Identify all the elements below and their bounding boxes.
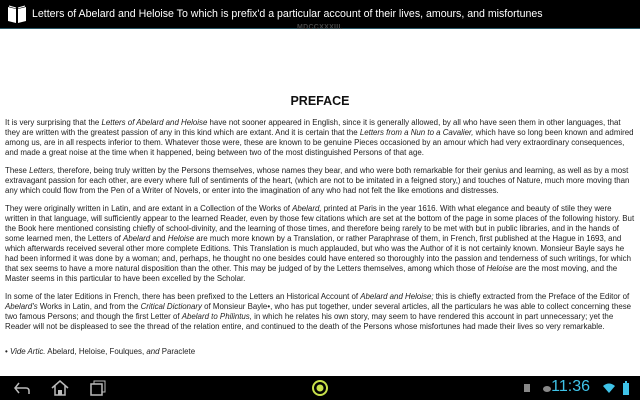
- italic-text: Abelard's: [5, 302, 38, 311]
- back-icon: [12, 380, 32, 396]
- italic-text: Abelard: [123, 234, 151, 243]
- battery-icon: [620, 378, 632, 398]
- text-segment: It is very surprising that the: [5, 118, 102, 127]
- text-segment: printed at Paris in the year 1616. With what elegance and beauty of stile they were written in that language, will sufficiently appear to the learned Reader, even by those few citations which are set at the bottom of the page in some places of the following history. But the Book here mentioned consisting chiefly of school-divinity, and the learning of those times, and therefore being rarely to be met with but in public libraries, and in the hands of some learned men, the Letters of: [5, 204, 635, 243]
- text-segment: and: [150, 234, 168, 243]
- recent-apps-button[interactable]: [86, 378, 110, 398]
- text-segment: are the most moving, and the Master seems in this particular to have been excelled by the Scholar.: [5, 264, 618, 283]
- italic-text: Letters,: [29, 166, 56, 175]
- paragraph: [5, 292, 635, 332]
- book-title: Letters of Abelard and Heloise To which is prefix'd a particular account of their lives, amours, and misfortunes: [32, 8, 543, 20]
- italic-text: Abelard and Heloise;: [360, 292, 434, 301]
- open-book-icon[interactable]: [6, 3, 28, 25]
- italic-text: Letters from a Nun to a Cavalier,: [359, 128, 474, 137]
- italic-text: and: [146, 347, 160, 356]
- text-segment: of Monsieur Bayle•, who has put together, under several articles, all the particulars he was able to collect concerning these two famous Persons; and though the first Letter of: [5, 302, 632, 321]
- italic-text: Heloise: [486, 264, 513, 273]
- text-segment: •: [5, 347, 10, 356]
- text-segment: Works in Latin, and from the: [37, 302, 141, 311]
- status-clock: 11:36: [551, 378, 590, 395]
- italic-text: Heloise: [167, 234, 195, 243]
- text-segment: Paraclete: [159, 347, 196, 356]
- text-segment: These: [5, 166, 30, 175]
- text-segment: which have so long been known and admired among us, are in all respects inferior to them. Whatever those were, these are known to be genuine Pieces occasioned by an amour which had very extraordinary consequences, and made a great noise at the time when it happened, being between two of the most distinguished Persons of that age.: [5, 128, 634, 157]
- text-segment: in which he relates his own story, may seem to have rendered this account in part unnecessary; yet the Reader will not be displeased to see the thread of the relation entire, and continued to the death of the Persons whose misfortunes had made their lives so very remarkable.: [5, 312, 614, 331]
- launcher-icon: [311, 379, 329, 397]
- wifi-icon: [602, 378, 616, 398]
- text-segment: They were originally written in Latin, and are extant in a Collection of the Works of: [5, 204, 293, 213]
- text-segment: are much more known by a Translation, or rather Paraphrase of them, in French, first published at the Hague in 1693, and which afterwards received several other more complete Editions. This Translation is much applauded, but who was the Author of it is not certainly known. Monsieur Bayle says he had been informed it was done by a woman; and, perhaps, he thought no one besides could have entered so thoroughly into the passion and tenderness of such writings, for which that sex seems to have a more natural disposition than the other. This may be judged of by the Letters themselves, among which those of: [5, 234, 631, 273]
- text-segment: In some of the later Editions in French, there has been prefixed to the Letters an Historical Account of: [5, 292, 361, 301]
- system-nav-bar: [0, 376, 640, 400]
- paragraphs: [5, 118, 635, 332]
- notification-icon[interactable]: [520, 378, 534, 398]
- reader-page: [5, 94, 635, 357]
- home-button[interactable]: [48, 378, 72, 398]
- home-icon: [50, 379, 70, 397]
- text-segment: this is chiefly extracted from the Preface of the Editor of: [433, 292, 630, 301]
- text-segment: have not sooner appeared in English, since it is generally allowed, by all who have seen them in other languages, that they are written with the greatest passion of any in this kind which are extant. And it is certain that the: [5, 118, 621, 137]
- page-heading: PREFACE: [290, 94, 350, 108]
- italic-text: Abelard to Philintus,: [181, 312, 252, 321]
- cut-off-text: MDCCXXXIII.: [296, 24, 344, 31]
- italic-text: Abelard,: [292, 204, 322, 213]
- text-segment: therefore, being truly written by the Persons themselves, whose names they bear, and who were both remarkable for their genius and learning, as well as by a most extravagant passion for each other, are every where full of sentiments of the heart, (which are not to be imitated in a feigned story,) and touches of Nature, much more moving than any which could flow from the Pen of a Writer of Novels, or enter into the imagination of any who had not felt the like emotions and distresses.: [5, 166, 630, 195]
- back-button[interactable]: [10, 378, 34, 398]
- launcher-button[interactable]: [309, 378, 331, 398]
- footnote: [5, 347, 635, 357]
- paragraph: [5, 166, 635, 196]
- recent-apps-icon: [89, 379, 107, 397]
- text-segment: Abelard, Heloise, Foulques,: [45, 347, 147, 356]
- italic-text: Letters of Abelard and Heloise: [101, 118, 208, 127]
- italic-text: Vide Artic.: [9, 347, 46, 356]
- italic-text: Critical Dictionary: [140, 302, 202, 311]
- paragraph: [5, 118, 635, 158]
- paragraph: [5, 204, 635, 284]
